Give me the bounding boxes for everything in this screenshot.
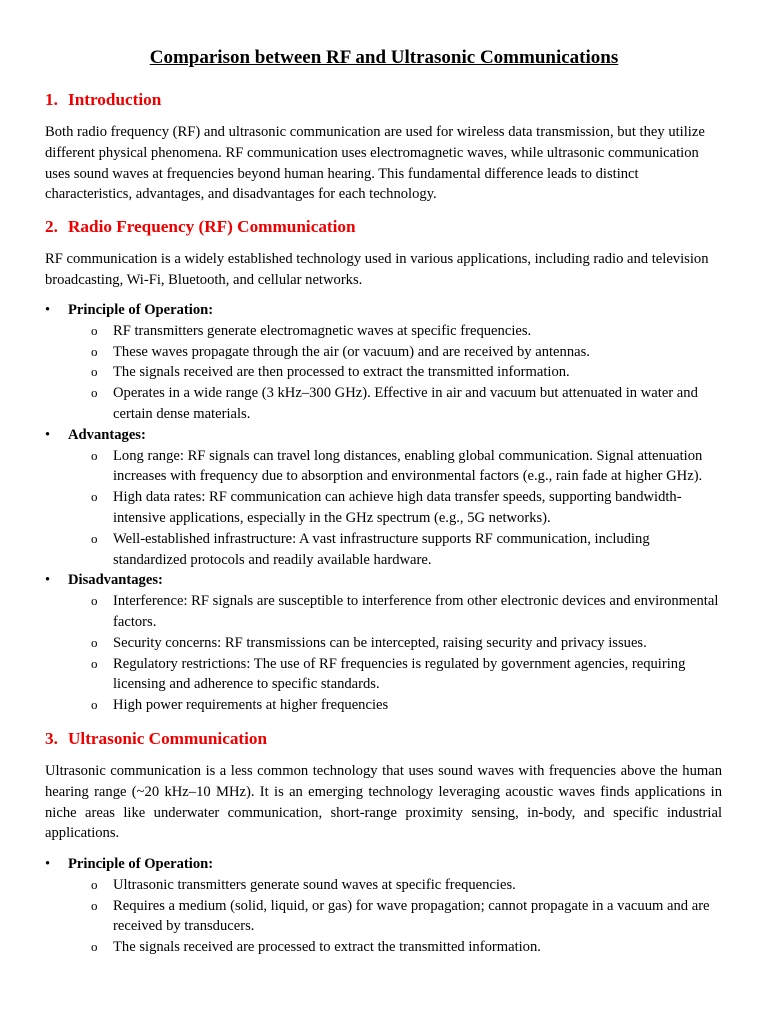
ultrasonic-principle-bullet [45,854,722,958]
sub-list [68,446,722,571]
ultrasonic-paragraph: Ultrasonic communication is a less common technology that uses sound waves with frequencies above the human hearing range (~20 kHz–10 MHz). It is an emerging technology leveraging acoustic waves finds applications in niche areas like underwater communication, short-range proximity sensing, in-body, and specific industrial applications. [45,763,722,842]
list-item: o Operates in a wide range (3 kHz–300 GHz). Effective in air and vacuum but attenuated in water and certain dense materials. [68,383,722,425]
list-item: o Regulatory restrictions: The use of RF frequencies is regulated by government agencies, requiring licensing and adherence to specific standards. [68,654,722,696]
document-title: Comparison between RF and Ultrasonic Communications [149,47,619,68]
ultrasonic-bullet-list [45,854,722,958]
section-heading-ultrasonic [45,728,267,750]
bullet-label: Disadvantages: [68,572,163,589]
section-heading-introduction [45,89,161,111]
list-item: o High data rates: RF communication can achieve high data transfer speeds, supporting bandwidth-intensive applications, especially in the GHz spectrum (e.g., 5G networks). [68,487,722,529]
section-number: 1. [45,90,58,109]
list-item: o These waves propagate through the air (or vacuum) and are received by antennas. [68,342,722,363]
bullet-label: Principle of Operation: [68,856,214,872]
list-item: o The signals received are processed to extract the transmitted information. [68,937,722,958]
list-item: o Requires a medium (solid, liquid, or gas) for wave propagation; cannot propagate in a vacuum and are received by transducers. [68,896,722,938]
sub-list [68,321,722,425]
section-title: Radio Frequency (RF) Communication [68,217,356,236]
rf-paragraph: RF communication is a widely established technology used in various applications, including radio and television broadcasting, Wi-Fi, Bluetooth, and cellular networks. [45,251,709,288]
list-item: o RF transmitters generate electromagnetic waves at specific frequencies. [68,321,722,342]
list-item: o Well-established infrastructure: A vast infrastructure supports RF communication, including standardized protocols and readily available hardware. [68,529,722,571]
rf-disadvantages-bullet [45,570,722,716]
list-item: o The signals received are then processed to extract the transmitted information. [68,362,722,383]
introduction-paragraph: Both radio frequency (RF) and ultrasonic communication are used for wireless data transmission, but they utilize different physical phenomena. RF communication uses electromagnetic waves, while ultrasonic communication uses sound waves at frequencies beyond human hearing. This fundamental difference leads to distinct characteristics, advantages, and disadvantages for each technology. [45,124,705,203]
section-title: Introduction [68,90,162,109]
sub-list [68,875,722,958]
sub-list [68,591,722,716]
rf-principle-bullet [45,300,722,425]
section-heading-rf [45,216,356,238]
list-item: o Ultrasonic transmitters generate sound waves at specific frequencies. [68,875,722,896]
list-item: o Long range: RF signals can travel long distances, enabling global communication. Signal attenuation increases with frequency due to absorption and environmental factors (e.g., rain fade at higher GHz). [68,446,722,488]
list-item: o Security concerns: RF transmissions can be intercepted, raising security and privacy issues. [68,633,722,654]
bullet-label: Advantages: [68,426,146,443]
list-item: o High power requirements at higher frequencies [68,695,722,716]
section-title: Ultrasonic Communication [68,729,268,748]
bullet-label: Principle of Operation: [68,302,214,318]
rf-bullet-list [45,300,722,716]
rf-advantages-bullet [45,425,722,571]
list-item: o Interference: RF signals are susceptible to interference from other electronic devices and environmental factors. [68,591,722,633]
section-number: 2. [45,217,58,236]
section-number: 3. [45,729,58,748]
